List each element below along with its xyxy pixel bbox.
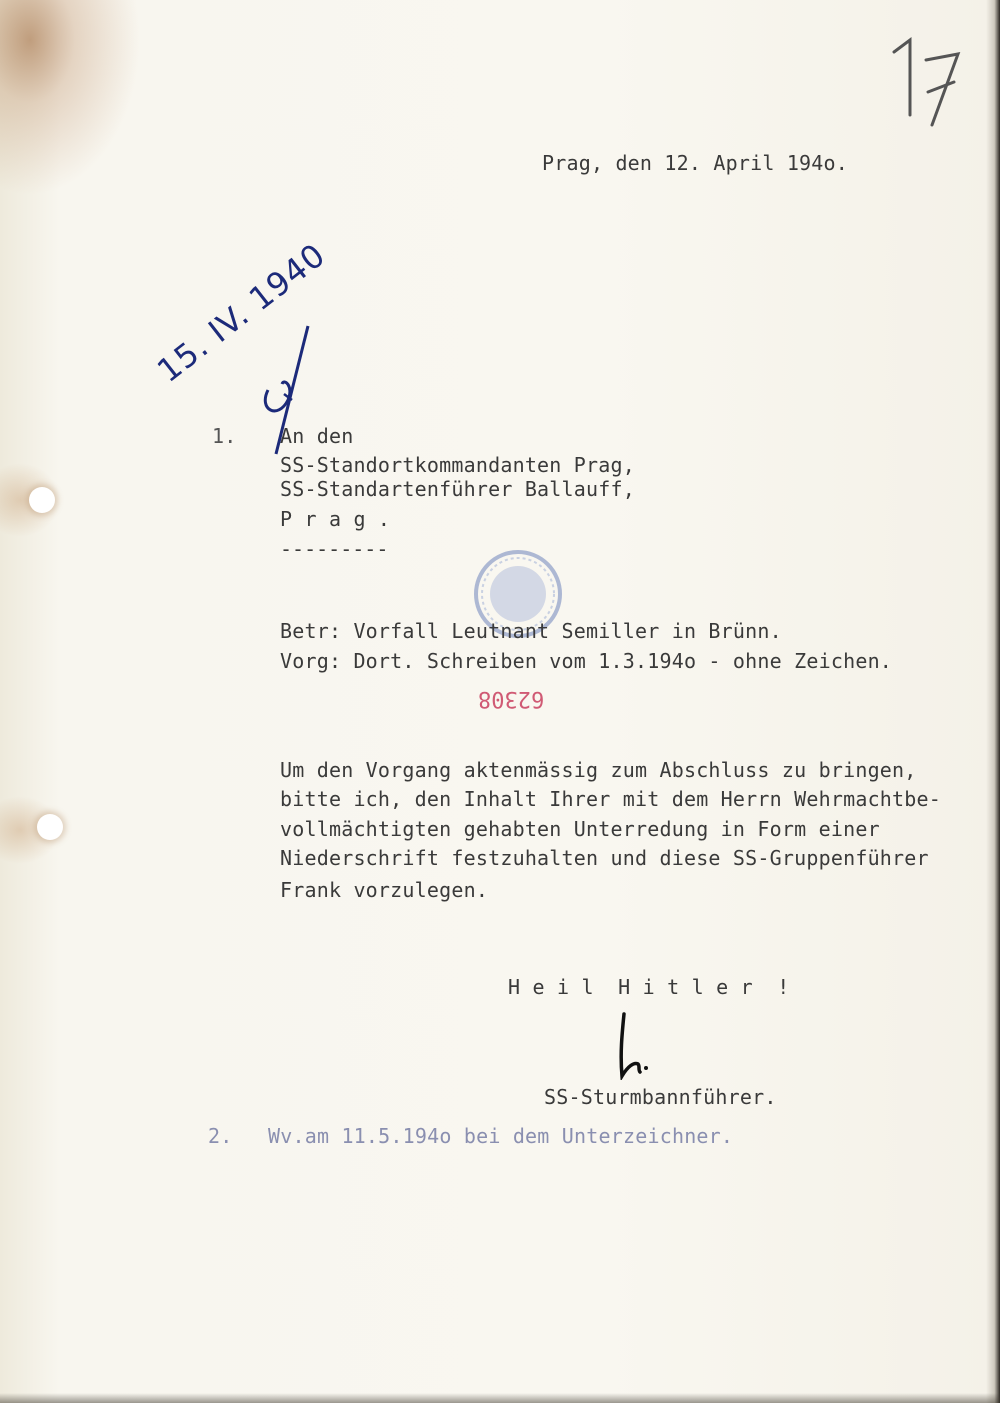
body-line-2: bitte ich, den Inhalt Ihrer mit dem Herrn Wehrmachtbe- [280, 787, 942, 811]
address-line-4: P r a g . [280, 507, 391, 531]
date-line: Prag, den 12. April 194o. [542, 151, 849, 175]
body-line-5: Frank vorzulegen. [280, 878, 489, 902]
page-edge-shadow [986, 0, 1000, 1403]
item-2-number: 2. [208, 1124, 233, 1148]
body-line-3: vollmächtigten gehabten Unterredung in Form einer [280, 817, 880, 841]
body-line-1: Um den Vorgang aktenmässig zum Abschluss zu bringen, [280, 758, 917, 782]
subject-line: Betr: Vorfall Leutnant Semiller in Brünn. [280, 619, 782, 643]
item-1-marker: 1. [212, 424, 237, 448]
handwritten-page-number [880, 30, 970, 130]
address-line-3: SS-Standartenführer Ballauff, [280, 477, 635, 501]
signature-title: SS-Sturmbannführer. [544, 1085, 777, 1109]
closing-salutation: H e i l H i t l e r ! [508, 975, 790, 999]
received-date-stamp: 15. IV. 1940 [150, 235, 333, 390]
address-underline: --------- [280, 537, 389, 561]
item-2-text: Wv.am 11.5.194o bei dem Unterzeichner. [268, 1124, 734, 1148]
address-line-2: SS-Standortkommandanten Prag, [280, 453, 635, 477]
address-line-1: An den [280, 424, 354, 448]
register-number-stamp: 62308 [478, 686, 545, 711]
punch-hole-top [29, 487, 55, 513]
page-bottom-edge [0, 1393, 1000, 1403]
punch-hole-bottom [37, 814, 63, 840]
reference-line: Vorg: Dort. Schreiben vom 1.3.194o - ohne Zeichen. [280, 649, 893, 673]
body-line-4: Niederschrift festzuhalten und diese SS-Gruppenführer [280, 846, 929, 870]
handwritten-signature [610, 1010, 660, 1080]
